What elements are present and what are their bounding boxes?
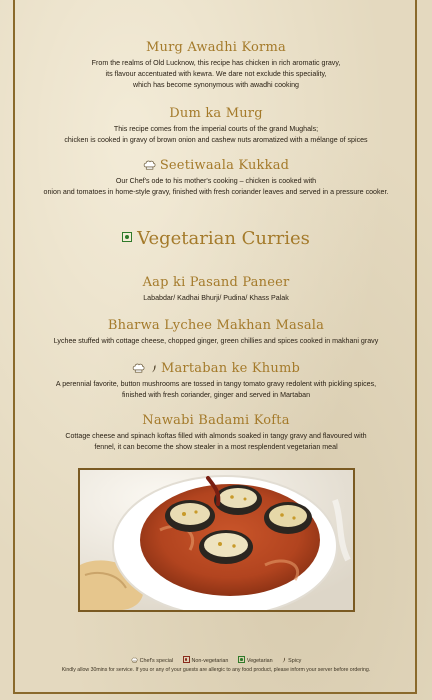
dish-seetiwaala-kukkad bbox=[20, 158, 412, 198]
veg-icon bbox=[122, 232, 132, 242]
dish-photo bbox=[78, 468, 355, 612]
dish-title-text: Martaban ke Khumb bbox=[160, 361, 301, 376]
description-line: chicken is cooked in gravy of brown onion and cashew nuts aromatized with a mélange of spices bbox=[64, 136, 368, 144]
section-vegetarian-curries bbox=[20, 228, 412, 249]
non-veg-icon bbox=[183, 656, 190, 663]
dish-description bbox=[20, 336, 412, 347]
description-line: fennel, it can become the show stealer in a most resplendent vegetarian meal bbox=[94, 443, 338, 451]
dish-description bbox=[20, 431, 412, 453]
dish-aap-ki-pasand-paneer bbox=[20, 275, 412, 304]
dish-description bbox=[20, 58, 412, 91]
description-line: its flavour accentuated with kewra. We dare not exclude this speciality, bbox=[105, 70, 327, 78]
legend-label: Vegetarian bbox=[246, 658, 273, 664]
description-line: This recipe comes from the imperial courts of the grand Mughals; bbox=[113, 125, 319, 133]
dish-description bbox=[20, 124, 412, 146]
dish-description bbox=[20, 176, 412, 198]
legend-item-chef-special bbox=[131, 657, 173, 664]
dish-title-row bbox=[20, 158, 412, 173]
legend-label: Spicy bbox=[288, 658, 302, 664]
curry-bowl-illustration bbox=[80, 470, 353, 610]
dish-title: Aap ki Pasand Paneer bbox=[142, 275, 290, 290]
dish-murg-awadhi-korma bbox=[20, 40, 412, 91]
legend-label: Chef's special bbox=[139, 658, 174, 664]
legend-item-spicy bbox=[282, 657, 301, 664]
description-line: Lababdar/ Kadhai Bhurji/ Pudina/ Khass Palak bbox=[143, 294, 289, 302]
chef-hat-icon bbox=[131, 657, 138, 663]
chili-icon bbox=[282, 657, 286, 663]
dish-title: Murg Awadhi Korma bbox=[146, 40, 286, 55]
dish-bharwa-lychee-makhan-masala bbox=[20, 318, 412, 347]
chef-hat-icon bbox=[143, 160, 156, 170]
description-line: Cottage cheese and spinach koftas filled with almonds soaked in tangy gravy and flavoured with bbox=[65, 432, 367, 440]
dish-martaban-ke-khumb bbox=[20, 361, 412, 401]
dish-title-text: Seetiwaala Kukkad bbox=[159, 158, 290, 173]
description-line: Our Chef's ode to his mother's cooking – chicken is cooked with bbox=[115, 177, 317, 185]
dish-title: Nawabi Badami Kofta bbox=[142, 413, 290, 428]
dish-description bbox=[20, 379, 412, 401]
dish-dum-ka-murg bbox=[20, 106, 412, 146]
section-title-row bbox=[20, 228, 412, 249]
dish-nawabi-badami-kofta bbox=[20, 413, 412, 453]
section-title: Vegetarian Curries bbox=[137, 228, 310, 249]
description-line: A perennial favorite, button mushrooms are tossed in tangy tomato gravy redolent with pickling spices, bbox=[55, 380, 377, 388]
legend-label: Non-vegetarian bbox=[191, 658, 229, 664]
description-line: which has become synonymous with awadhi cooking bbox=[132, 81, 299, 89]
chili-icon bbox=[151, 364, 157, 373]
legend-item-veg bbox=[238, 656, 273, 664]
veg-icon bbox=[238, 656, 245, 663]
dish-title: Bharwa Lychee Makhan Masala bbox=[107, 318, 325, 333]
legend bbox=[20, 656, 412, 664]
description-line: finished with fresh coriander, ginger and served in Martaban bbox=[121, 391, 311, 399]
dish-description bbox=[20, 293, 412, 304]
allergy-notice: Kindly allow 30mins for service. If you or any of your guests are allergic to any food product, please inform your server before ordering. bbox=[61, 667, 371, 673]
description-line: From the realms of Old Lucknow, this recipe has chicken in rich aromatic gravy, bbox=[91, 59, 341, 67]
description-line: onion and tomatoes in home-style gravy, finished with fresh coriander leaves and served in a pressure cooker. bbox=[43, 188, 389, 196]
dish-title: Dum ka Murg bbox=[169, 106, 263, 121]
dish-title-row bbox=[20, 361, 412, 376]
chef-hat-icon bbox=[132, 363, 145, 373]
legend-item-non-veg bbox=[183, 656, 229, 664]
description-line: Lychee stuffed with cottage cheese, chopped ginger, green chillies and spices cooked in makhani gravy bbox=[53, 337, 379, 345]
